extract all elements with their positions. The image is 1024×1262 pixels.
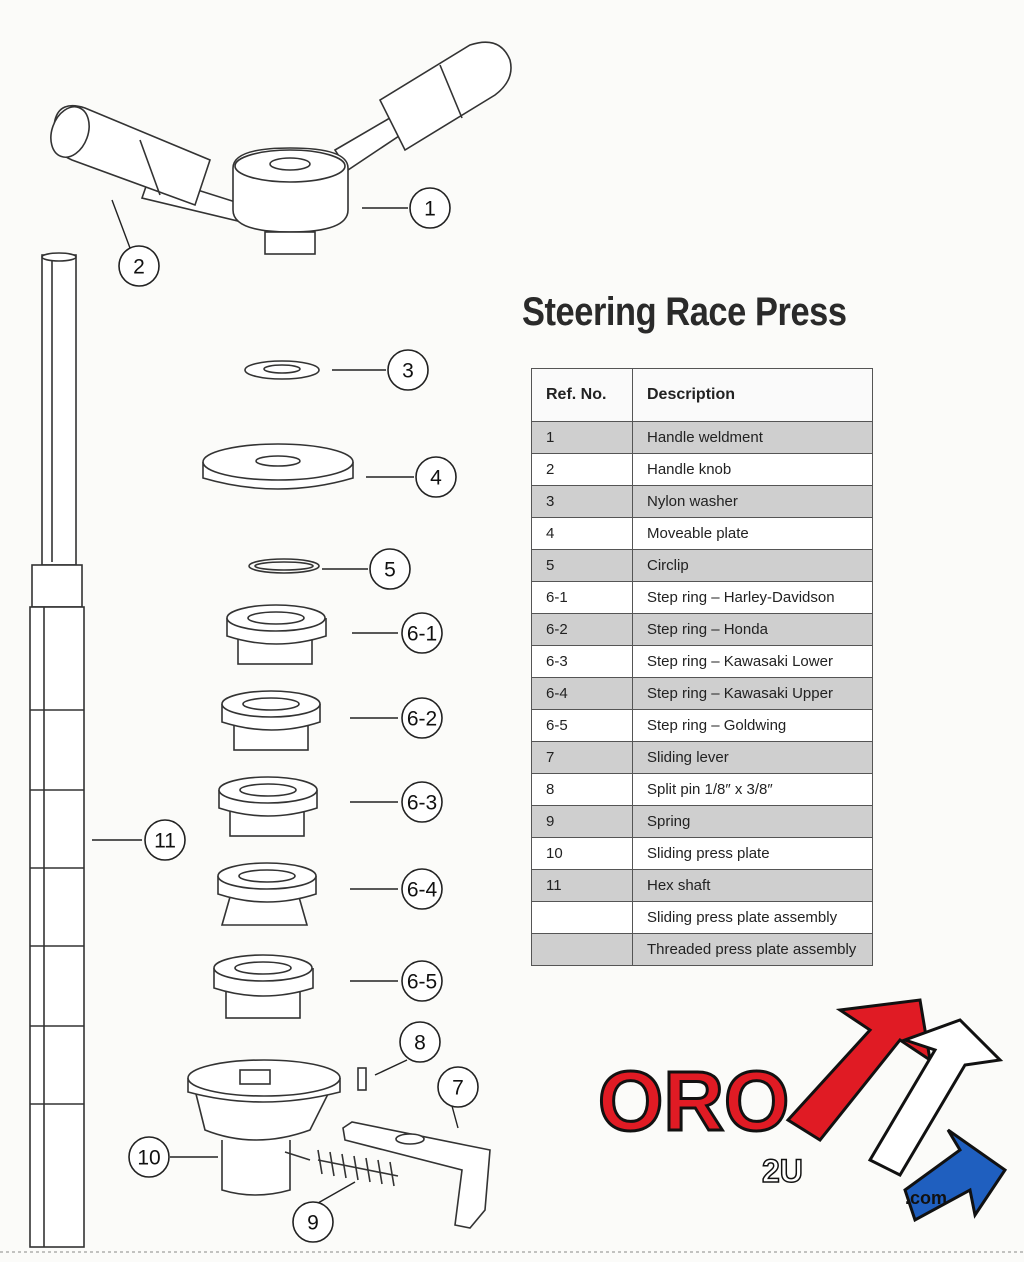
callout-3 xyxy=(388,350,428,390)
page-title: Steering Race Press xyxy=(522,290,847,334)
table-row xyxy=(532,614,873,646)
logo-domain-text: .com xyxy=(905,1188,948,1208)
table-row xyxy=(532,518,873,550)
description-cell: Nylon washer xyxy=(633,486,873,518)
ref-number-cell: 5 xyxy=(532,550,633,582)
table-row xyxy=(532,646,873,678)
table-row xyxy=(532,422,873,454)
column-header-ref: Ref. No. xyxy=(532,369,633,422)
hex-shaft xyxy=(30,253,84,1247)
ref-number-cell: 9 xyxy=(532,806,633,838)
description-cell: Step ring – Kawasaki Lower xyxy=(633,646,873,678)
handle-knob-left xyxy=(44,101,210,205)
table-row xyxy=(532,742,873,774)
description-cell: Moveable plate xyxy=(633,518,873,550)
description-cell: Threaded press plate assembly xyxy=(633,934,873,966)
callout-label: 3 xyxy=(402,359,414,383)
ref-number-cell: 6-2 xyxy=(532,614,633,646)
callout-9 xyxy=(293,1202,333,1242)
table-row xyxy=(532,678,873,710)
callout-6-1 xyxy=(402,613,442,653)
ref-number-cell: 10 xyxy=(532,838,633,870)
description-cell: Step ring – Kawasaki Upper xyxy=(633,678,873,710)
description-cell: Sliding press plate assembly xyxy=(633,902,873,934)
callout-6-3 xyxy=(402,782,442,822)
callout-7 xyxy=(438,1067,478,1107)
callout-4 xyxy=(416,457,456,497)
moveable-plate xyxy=(203,444,353,489)
callout-8 xyxy=(400,1022,440,1062)
callout-1 xyxy=(410,188,450,228)
callout-label: 8 xyxy=(414,1031,426,1055)
spring xyxy=(285,1150,398,1186)
description-cell: Split pin 1/8″ x 3/8″ xyxy=(633,774,873,806)
ref-number-cell: 7 xyxy=(532,742,633,774)
callout-label: 6-2 xyxy=(406,707,438,731)
ref-number-cell: 1 xyxy=(532,422,633,454)
ref-number-cell xyxy=(532,902,633,934)
callout-6-2 xyxy=(402,698,442,738)
callout-label: 2 xyxy=(133,255,145,279)
ref-number-cell: 8 xyxy=(532,774,633,806)
description-cell: Spring xyxy=(633,806,873,838)
ref-number-cell: 2 xyxy=(532,454,633,486)
ref-number-cell: 6-4 xyxy=(532,678,633,710)
callout-6-5 xyxy=(402,961,442,1001)
table-header-row xyxy=(532,369,873,422)
circlip xyxy=(249,559,319,573)
ref-number-cell: 3 xyxy=(532,486,633,518)
logo-2u-text: 2U xyxy=(762,1153,803,1189)
sliding-lever xyxy=(343,1122,490,1228)
callout-10 xyxy=(129,1137,169,1177)
ref-number-cell: 11 xyxy=(532,870,633,902)
description-cell: Sliding press plate xyxy=(633,838,873,870)
handle-knob-right xyxy=(380,42,511,150)
logo-oro-text: ORO xyxy=(598,1054,790,1148)
ref-number-cell: 6-1 xyxy=(532,582,633,614)
parts-table xyxy=(531,368,873,966)
callout-label: 1 xyxy=(424,197,436,221)
ref-number-cell: 6-5 xyxy=(532,710,633,742)
description-cell: Sliding lever xyxy=(633,742,873,774)
description-cell: Step ring – Honda xyxy=(633,614,873,646)
description-cell: Step ring – Harley-Davidson xyxy=(633,582,873,614)
description-cell: Step ring – Goldwing xyxy=(633,710,873,742)
callout-label: 6-4 xyxy=(406,878,438,902)
table-row xyxy=(532,934,873,966)
table-row xyxy=(532,710,873,742)
callout-11 xyxy=(145,820,185,860)
callout-2 xyxy=(119,246,159,286)
callout-5 xyxy=(370,549,410,589)
table-row xyxy=(532,870,873,902)
ref-number-cell: 4 xyxy=(532,518,633,550)
table-row xyxy=(532,838,873,870)
callout-label: 5 xyxy=(384,558,396,582)
step-ring-6-2 xyxy=(222,691,320,750)
table-row xyxy=(532,582,873,614)
callout-label: 6-3 xyxy=(406,791,438,815)
column-header-description: Description xyxy=(633,369,873,422)
nylon-washer xyxy=(245,361,319,379)
sliding-press-plate xyxy=(188,1060,340,1195)
step-ring-6-3 xyxy=(219,777,317,836)
callout-label: 6-5 xyxy=(406,970,438,994)
callout-label: 10 xyxy=(137,1146,161,1170)
ref-number-cell xyxy=(532,934,633,966)
ref-number-cell: 6-3 xyxy=(532,646,633,678)
parts-table-body xyxy=(532,422,873,966)
table-row xyxy=(532,454,873,486)
oro2u-logo xyxy=(598,1000,1005,1220)
callout-6-4 xyxy=(402,869,442,909)
step-ring-6-1 xyxy=(227,605,326,664)
table-row xyxy=(532,774,873,806)
table-row xyxy=(532,806,873,838)
step-ring-6-5 xyxy=(214,955,313,1018)
description-cell: Handle knob xyxy=(633,454,873,486)
callout-label: 9 xyxy=(307,1211,319,1235)
description-cell: Hex shaft xyxy=(633,870,873,902)
description-cell: Handle weldment xyxy=(633,422,873,454)
table-row xyxy=(532,550,873,582)
callout-label: 7 xyxy=(452,1076,464,1100)
split-pin xyxy=(358,1068,366,1090)
callout-label: 11 xyxy=(154,829,176,853)
callout-label: 6-1 xyxy=(406,622,438,646)
step-ring-6-4 xyxy=(218,863,316,925)
description-cell: Circlip xyxy=(633,550,873,582)
step-rings xyxy=(214,605,326,1018)
callout-label: 4 xyxy=(430,466,442,490)
table-row xyxy=(532,902,873,934)
table-row xyxy=(532,486,873,518)
